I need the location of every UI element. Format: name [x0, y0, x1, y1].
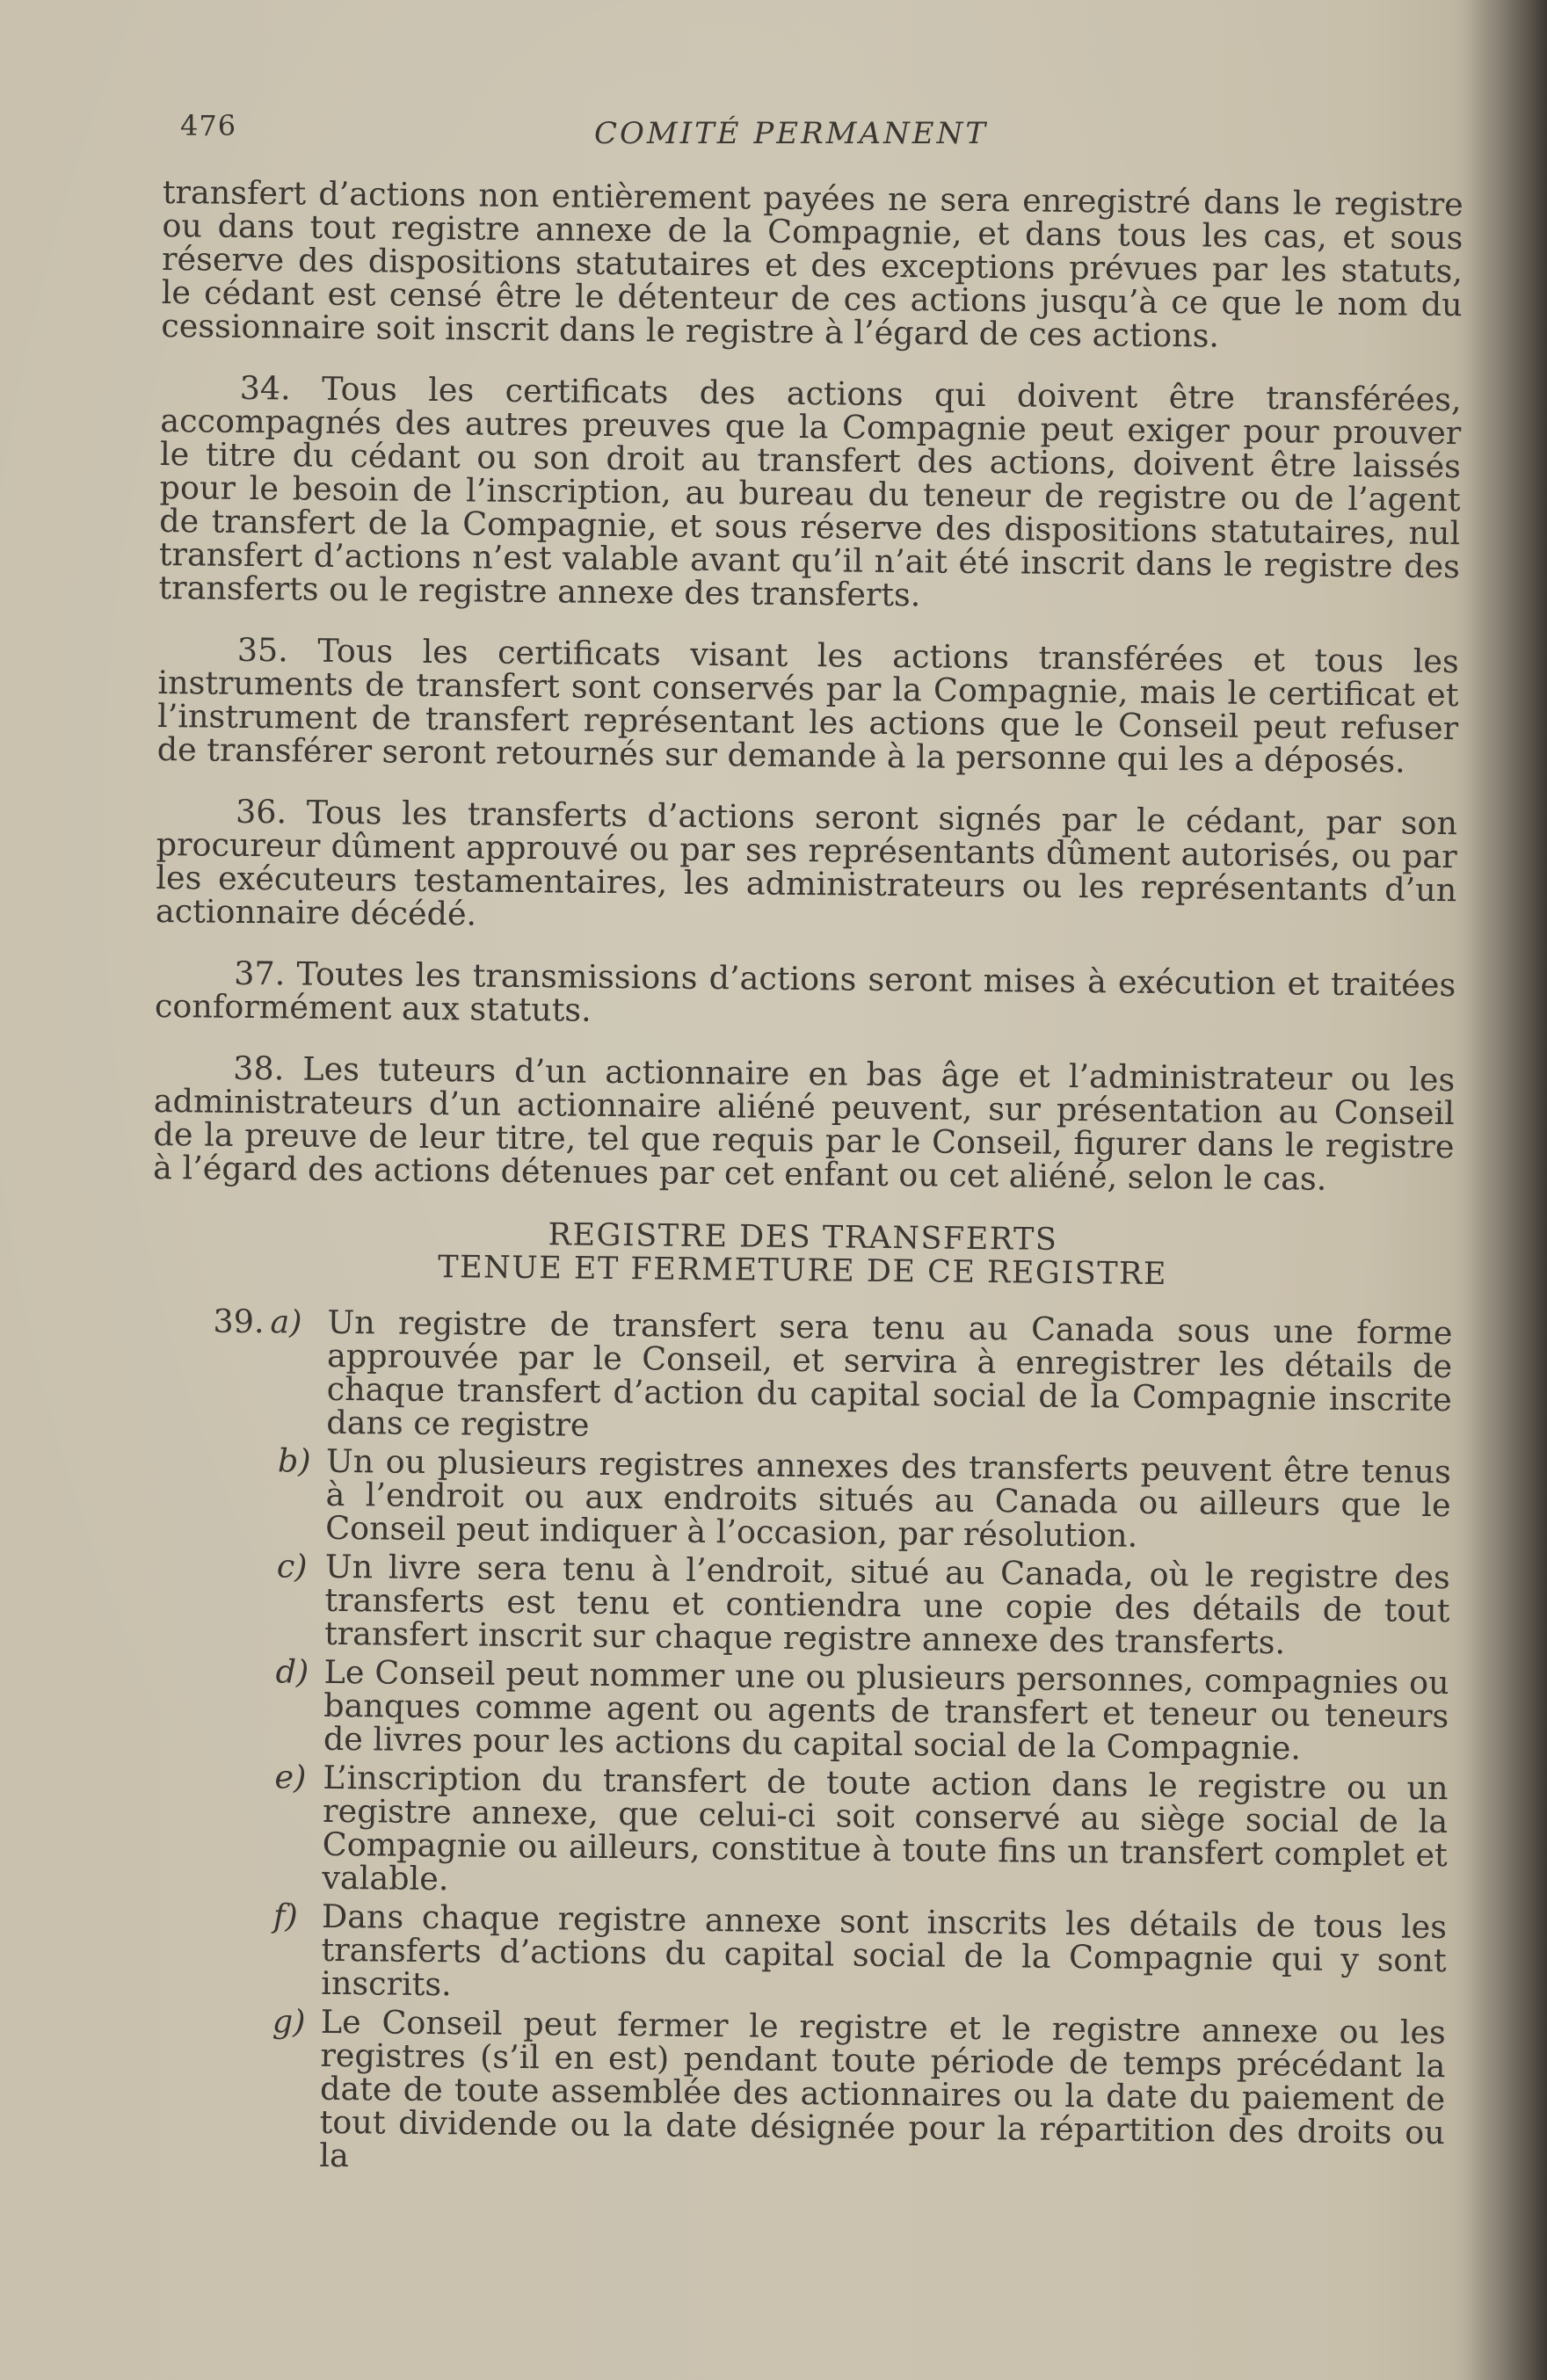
paragraph-37: 37. Toutes les transmissions d’actions seront mises à exécution et traitées conformément aux statuts. [154, 954, 1456, 1029]
paragraph-38: 38. Les tuteurs d’un actionnaire en bas âge et l’administrateur ou les administrateurs d’un actionnaire aliéné peuvent, sur présentation au Conseil de la preuve de leur titre, tel que requis par le Conseil, figurer dans le registre à l’égard des actions détenues par cet enfant ou cet aliéné, selon le cas. [152, 1049, 1456, 1198]
clause-e [146, 1760, 1448, 1905]
clause-text: Un ou plusieurs registres annexes des transferts peuvent être tenus à l’endroit ou aux endroits situés au Canada ou ailleurs que le Conseil peut indiquer à l’occasion, par résolution. [325, 1441, 1452, 1555]
article-39 [143, 1304, 1452, 2183]
clause-letter: b) [277, 1441, 311, 1480]
page-number: 476 [180, 109, 237, 142]
clause-text: Dans chaque registre annexe sont inscrits les détails de tous les transferts d’actions du capital social de la Compagnie qui y sont inscrits. [321, 1897, 1448, 2004]
paragraph-continuation: transfert d’actions non entièrement payées ne sera enregistré dans le registre ou dans tout registre annexe de la Compagnie, et dans tous les cas, et sous réserve des dispositions statutaires et des exceptions prévues par les statuts, le cédant est censé être le détenteur de ces actions jusqu’à ce que le nom du cessionnaire soit inscrit dans le registre à l’égard de ces actions. [161, 173, 1463, 355]
clause-letter: g) [272, 2002, 306, 2041]
clause-letter: e) [274, 1758, 307, 1796]
running-head: COMITÉ PERMANENT [593, 116, 989, 151]
paragraph-35: 35. Tous les certificats visant les actions transférées et tous les instruments de transfert sont conservés par la Compagnie, mais le certificat et l’instrument de transfert représentant les actions que le Conseil peut refuser de transférer seront retournés sur demande à la personne qui les a déposés. [156, 630, 1459, 780]
clause-letter: c) [276, 1547, 308, 1585]
clause-d [148, 1654, 1449, 1767]
section-heading-line-2: TENUE ET FERMETURE DE CE REGISTRE [438, 1250, 1168, 1293]
page-body [143, 173, 1463, 2183]
page-header [0, 104, 1547, 156]
clause-letter: a) [270, 1302, 302, 1341]
clause-letter: d) [275, 1652, 309, 1691]
article-number: 39. [213, 1302, 265, 1341]
clause-text: Le Conseil peut fermer le registre et le registre annexe ou les registres (s’il en est) pendant toute période de temps précédant la date de toute assemblée des actionnaires ou la date du paiement de tout dividende ou la date désignée pour la répartition des droits ou la [319, 2002, 1446, 2175]
clause-letter: f) [272, 1897, 298, 1935]
binding-shadow [1468, 0, 1547, 2380]
clause-text: Le Conseil peut nommer une ou plusieurs personnes, compagnies ou banques comme agent ou agents de transfert et teneur ou teneurs de livres pour les actions du capital social de la Compagnie. [323, 1652, 1449, 1767]
paragraph-36: 36. Tous les transferts d’actions seront signés par le cédant, par son procureur dûment approuvé ou par ses représentants dûment autorisés, ou par les exécuteurs testamentaires, les administrateurs ou les représentants d’un actionnaire décédé. [155, 792, 1458, 933]
clause-text: Un livre sera tenu à l’endroit, situé au Canada, où le registre des transferts est tenu et contiendra une copie des détails de tout transfert inscrit sur chaque registre annexe des transferts. [323, 1547, 1450, 1662]
clause-a [150, 1304, 1452, 1450]
clause-text: L’inscription du transfert de toute action dans le registre ou un registre annexe, que celui-ci soit conservé au siège social de la Compagnie ou ailleurs, constitue à toute fins un transfert complet et valable. [322, 1758, 1449, 1898]
paragraph-34: 34. Tous les certificats des actions qui doivent être transférées, accompagnés des autres preuves que la Compagnie peut exiger pour prouver le titre du cédant ou son droit au transfert des actions, doivent être laissés pour le besoin de l’inscription, au bureau du teneur de registre ou de l’agent de transfert de la Compagnie, et sous réserve des dispositions statutaires, nul transfert d’actions n’est valable avant qu’il n’ait été inscrit dans le registre des transferts ou le registre annexe des transferts. [158, 368, 1462, 614]
section-heading [152, 1215, 1454, 1294]
clause-b [149, 1443, 1451, 1556]
clause-f [145, 1898, 1447, 2011]
section-heading-line-1: REGISTRE DES TRANSFERTS [548, 1217, 1058, 1258]
clause-text: Un registre de transfert sera tenu au Canada sous une forme approuvée par le Conseil, et servira à enregistrer les détails de chaque transfert d’action du capital social de la Compagnie inscrite dans ce registre [326, 1302, 1453, 1444]
clause-g [143, 2004, 1446, 2183]
clause-c [149, 1549, 1450, 1661]
